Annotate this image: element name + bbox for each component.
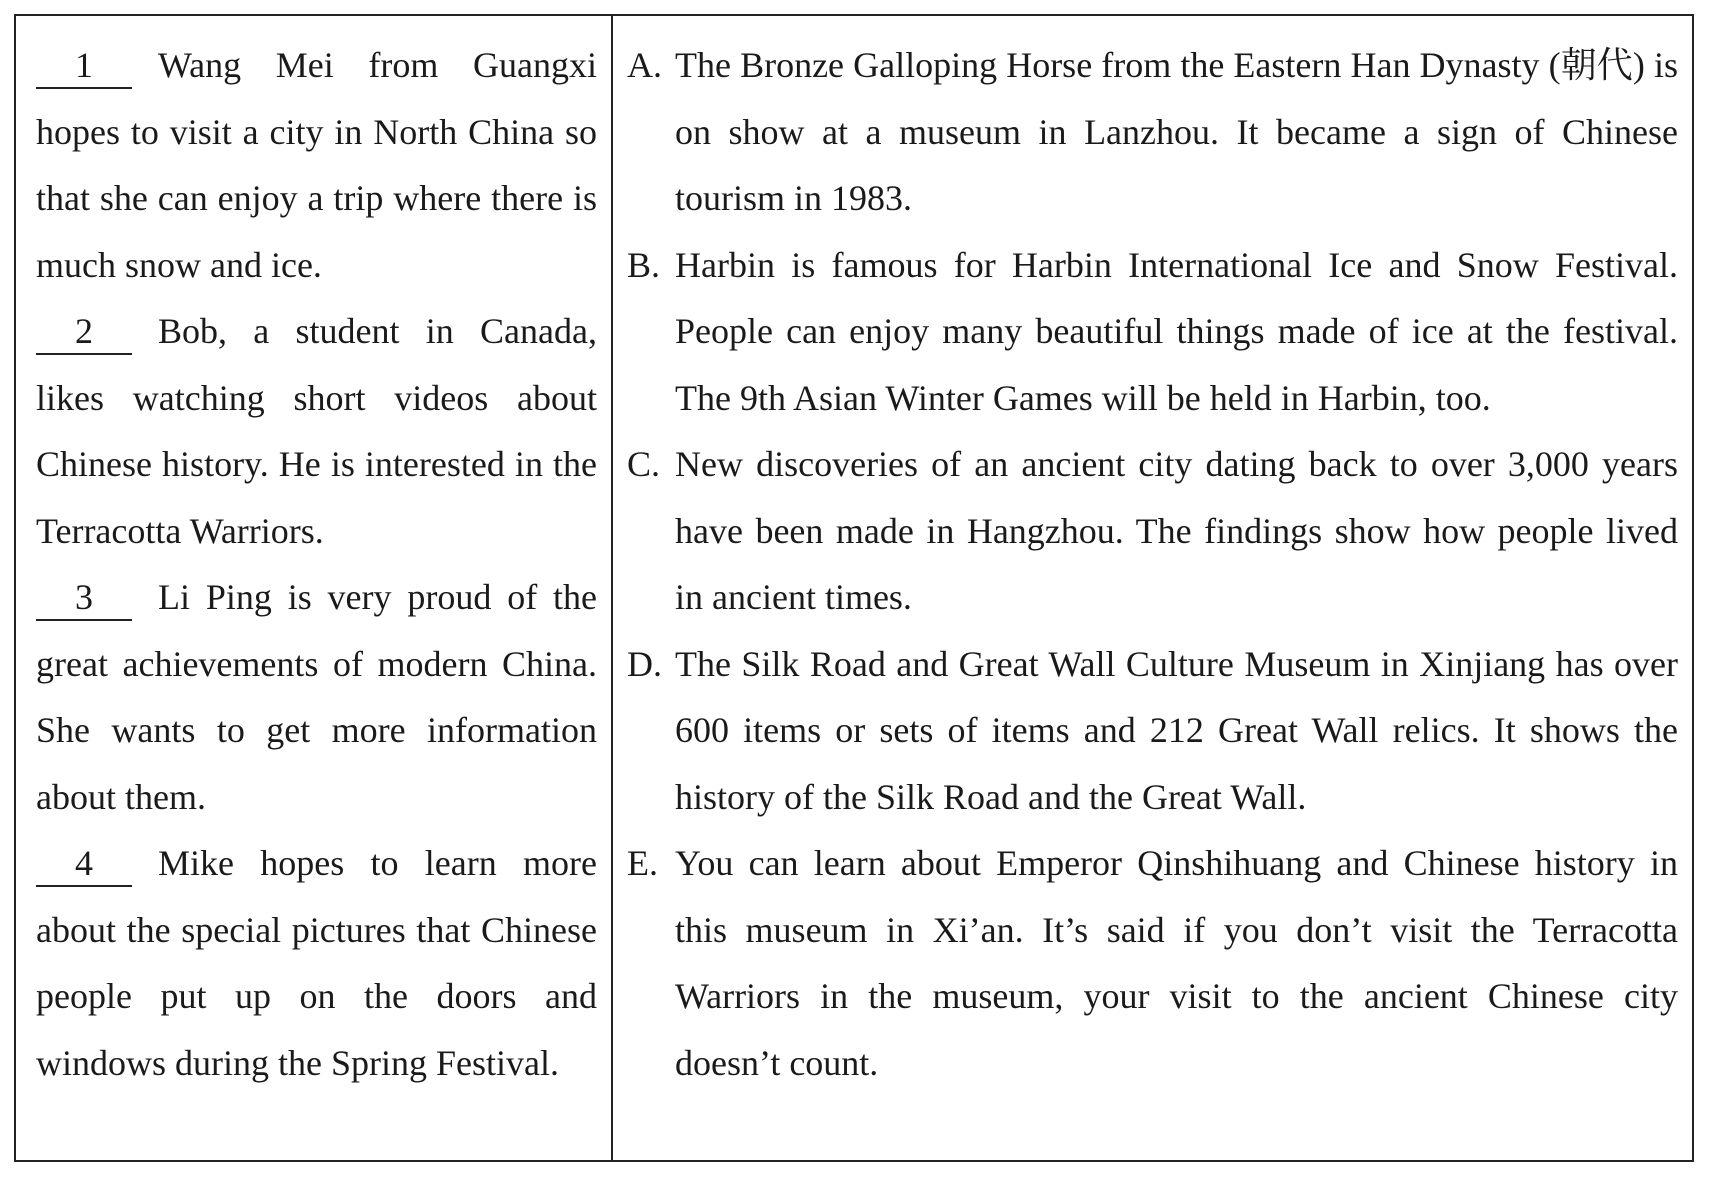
person-text-4: Mike hopes to learn more about the special pictures that Chinese people put up on the doors and windows during the Spring Festival. xyxy=(36,843,597,1083)
option-d xyxy=(627,631,1678,831)
person-text-2: Bob, a student in Canada, likes watching short videos about Chinese history. He is interested in the Terracotta Warriors. xyxy=(36,311,597,551)
option-text-b: Harbin is famous for Harbin International Ice and Snow Festival. People can enjoy many beautiful things made of ice at the festival. The 9th Asian Winter Games will be held in Harbin, too. xyxy=(675,244,1678,418)
matching-table xyxy=(14,14,1694,1162)
answer-blank-1[interactable]: 1 xyxy=(36,43,132,89)
person-text-1: Wang Mei from Guangxi hopes to visit a city in North China so that she can enjoy a trip where there is much snow and ice. xyxy=(36,45,597,285)
option-letter-a: A. xyxy=(627,45,662,85)
options-column xyxy=(613,16,1692,1160)
option-text-e: You can learn about Emperor Qinshihuang and Chinese history in this museum in Xi’an. It’s said if you don’t visit the Terracotta Warriors in the museum, your visit to the ancient Chinese city doesn’t count. xyxy=(675,843,1678,1083)
option-letter-d: D. xyxy=(627,643,662,684)
option-text-a: The Bronze Galloping Horse from the Eastern Han Dynasty (朝代) is on show at a museum in Lanzhou. It became a sign of Chinese tourism in 1983. xyxy=(675,45,1678,218)
option-e xyxy=(627,830,1678,1096)
option-text-c: New discoveries of an ancient city dating back to over 3,000 years have been made in Hangzhou. The findings show how people lived in ancient times. xyxy=(675,444,1678,617)
option-letter-e: E. xyxy=(627,843,658,883)
person-item-4 xyxy=(36,830,597,1096)
option-a xyxy=(627,32,1678,232)
option-b xyxy=(627,232,1678,432)
option-letter-b: B. xyxy=(627,244,661,285)
person-item-1 xyxy=(36,32,597,298)
person-text-3: Li Ping is very proud of the great achievements of modern China. She wants to get more information about them. xyxy=(36,577,597,817)
option-letter-c: C. xyxy=(627,444,661,484)
answer-blank-2[interactable]: 2 xyxy=(36,309,132,355)
people-column xyxy=(16,16,613,1160)
option-c xyxy=(627,431,1678,631)
option-text-d: The Silk Road and Great Wall Culture Museum in Xinjiang has over 600 items or sets of items and 212 Great Wall relics. It shows the history of the Silk Road and the Great Wall. xyxy=(675,643,1678,817)
answer-blank-4[interactable]: 4 xyxy=(36,841,132,887)
person-item-2 xyxy=(36,298,597,564)
answer-blank-3[interactable]: 3 xyxy=(36,575,132,621)
person-item-3 xyxy=(36,564,597,830)
